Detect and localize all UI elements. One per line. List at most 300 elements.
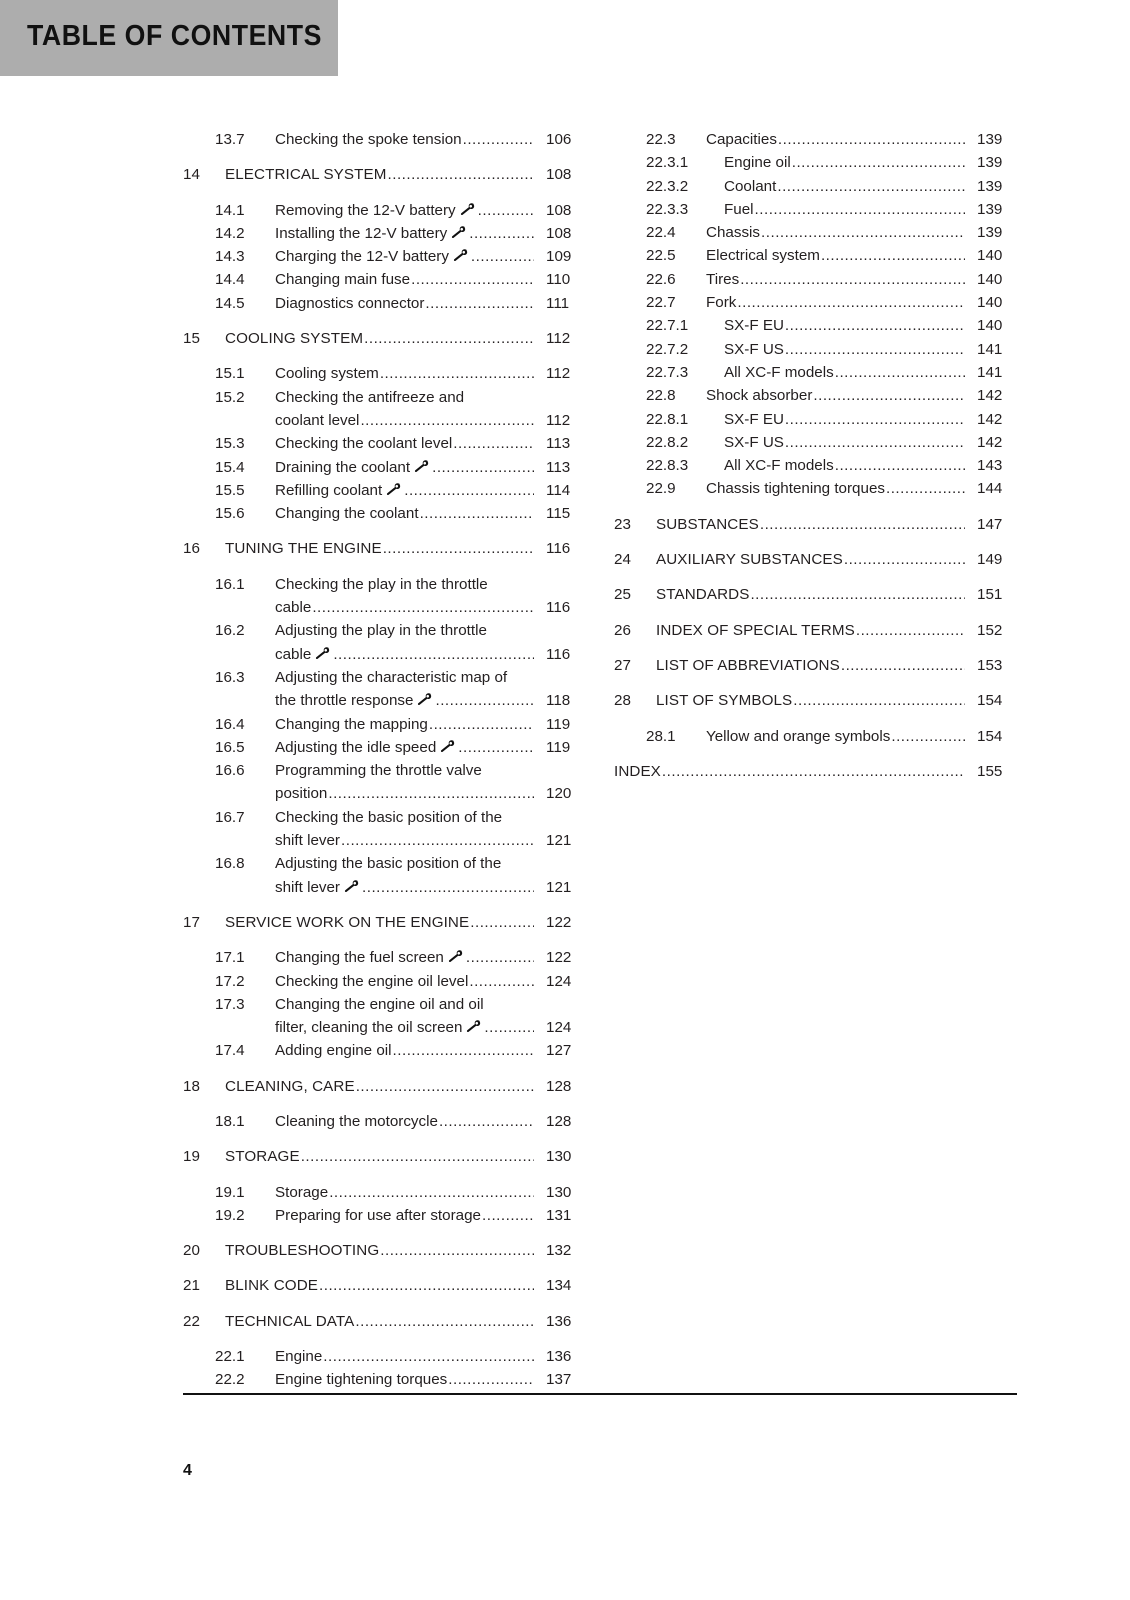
toc-entry-body <box>275 1345 586 1368</box>
toc-entry-title: Chassis <box>706 224 761 242</box>
toc-entry-number: 17 <box>183 913 200 931</box>
toc-entry-number: 22.8.3 <box>646 457 689 475</box>
toc-entry[interactable] <box>183 1181 586 1204</box>
toc-entry[interactable] <box>183 573 586 620</box>
toc-entry-title: Engine tightening torques <box>275 1371 448 1389</box>
toc-entry-title: Changing the mapping <box>275 715 428 733</box>
toc-entry-number: 28.1 <box>646 727 676 745</box>
toc-page-number: 140 <box>977 294 1003 312</box>
toc-entry-body <box>275 268 586 291</box>
toc-entry-body <box>275 759 586 806</box>
toc-dot-leader <box>380 1239 534 1262</box>
toc-entry-number: 22.7.3 <box>646 363 689 381</box>
toc-entry-title-cont: coolant level <box>275 411 360 429</box>
toc-entry-title: Storage <box>275 1183 329 1201</box>
toc-entry-title: CLEANING, CARE <box>225 1077 355 1095</box>
toc-entry-title: Adjusting the basic position of the <box>275 855 502 873</box>
toc-entry[interactable] <box>614 548 1017 571</box>
toc-dot-leader <box>785 408 965 431</box>
toc-page-number: 140 <box>977 247 1003 265</box>
toc-dot-leader <box>356 1075 534 1098</box>
toc-entry-body <box>706 221 1017 244</box>
toc-dot-leader <box>453 432 534 455</box>
toc-entry[interactable] <box>614 244 1017 267</box>
toc-dot-leader <box>420 502 534 525</box>
toc-entry-title: Adjusting the characteristic map of <box>275 668 508 686</box>
toc-entry[interactable] <box>183 1204 586 1227</box>
toc-entry-body <box>706 477 1017 500</box>
wrench-icon <box>386 483 401 496</box>
toc-entry[interactable] <box>183 386 586 433</box>
toc-page-number: 139 <box>977 224 1003 242</box>
toc-entry-body <box>724 361 1017 384</box>
toc-entry-title: Checking the play in the throttle <box>275 575 488 593</box>
toc-entry-body <box>724 198 1017 221</box>
toc-entry[interactable] <box>614 314 1017 337</box>
toc-dot-leader <box>301 1145 534 1168</box>
toc-entry[interactable] <box>183 1368 586 1391</box>
toc-entry-number: 16.7 <box>215 808 245 826</box>
toc-entry-body <box>656 654 1017 677</box>
toc-entry[interactable] <box>614 291 1017 314</box>
toc-entry-number: 22.3.1 <box>646 154 689 172</box>
toc-page-number: 137 <box>546 1371 572 1389</box>
toc-page-number: 140 <box>977 270 1003 288</box>
toc-entry[interactable] <box>183 268 586 291</box>
toc-entry-body <box>275 362 586 385</box>
toc-entry[interactable] <box>614 221 1017 244</box>
toc-entry-body <box>225 911 586 934</box>
toc-entry-number: 15.2 <box>215 388 245 406</box>
toc-entry-title: LIST OF SYMBOLS <box>656 692 793 710</box>
toc-entry-title: All XC-F models <box>724 457 834 475</box>
toc-page-number: 108 <box>546 201 572 219</box>
toc-entry-title: TECHNICAL DATA <box>225 1312 355 1330</box>
toc-page-number: 139 <box>977 154 1003 172</box>
toc-page-number: 141 <box>977 363 1003 381</box>
toc-entry[interactable] <box>614 654 1017 677</box>
wrench-icon <box>440 740 455 753</box>
toc-dot-leader <box>341 829 534 852</box>
toc-page-number: 122 <box>546 913 572 931</box>
toc-entry-body <box>275 1181 586 1204</box>
toc-entry-title: Changing main fuse <box>275 271 411 289</box>
toc-page-number: 128 <box>546 1077 572 1095</box>
toc-entry-body <box>275 1368 586 1391</box>
toc-page-number: 147 <box>977 515 1003 533</box>
toc-entry-body <box>656 583 1017 606</box>
toc-entry-title-cont: cable <box>275 645 312 663</box>
toc-entry-body <box>614 760 1017 783</box>
toc-entry[interactable] <box>183 970 586 993</box>
toc-entry-number: 15.4 <box>215 458 245 476</box>
toc-dot-leader <box>328 782 534 805</box>
toc-entry-title-cont: position <box>275 785 328 803</box>
page-title: TABLE OF CONTENTS <box>27 20 322 52</box>
toc-entry-title: Adjusting the play in the throttle <box>275 622 487 640</box>
toc-entry-body <box>275 1039 586 1062</box>
toc-entry-number: 18.1 <box>215 1112 245 1130</box>
toc-dot-leader <box>856 619 965 642</box>
toc-dot-leader <box>470 911 534 934</box>
toc-entry[interactable] <box>614 268 1017 291</box>
toc-dot-leader <box>484 1016 534 1039</box>
toc-entry[interactable] <box>183 911 586 934</box>
toc-entry-body <box>275 386 586 433</box>
toc-entry[interactable] <box>183 1145 586 1168</box>
toc-entry-body <box>275 128 586 151</box>
toc-entry-title: Preparing for use after storage <box>275 1206 481 1224</box>
toc-entry-number: 17.4 <box>215 1042 245 1060</box>
toc-entry-number: 14.2 <box>215 224 245 242</box>
toc-entry-number: 14.4 <box>215 271 245 289</box>
toc-entry-body <box>225 327 586 350</box>
toc-entry-title-cont: the throttle response <box>275 692 414 710</box>
toc-entry[interactable] <box>614 431 1017 454</box>
toc-entry-title: Capacities <box>706 131 777 148</box>
toc-entry-number: 14.1 <box>215 201 245 219</box>
toc-entry-title: Cleaning the motorcycle <box>275 1112 438 1130</box>
toc-entry-title: Chassis tightening torques <box>706 480 885 498</box>
toc-entry-title: SX-F US <box>724 433 784 451</box>
toc-entry-body <box>724 454 1017 477</box>
toc-dot-leader <box>482 1204 534 1227</box>
toc-dot-leader <box>813 384 965 407</box>
toc-entry-title: Cooling system <box>275 365 379 383</box>
toc-page-number: 109 <box>546 248 572 266</box>
toc-entry[interactable] <box>614 151 1017 174</box>
toc-entry[interactable] <box>183 806 586 853</box>
toc-entry-title: Adding engine oil <box>275 1042 392 1060</box>
toc-page-number: 130 <box>546 1183 572 1201</box>
toc-entry-title: Checking the antifreeze and <box>275 388 465 406</box>
toc-entry[interactable] <box>183 759 586 806</box>
toc-entry-number: 22.7 <box>646 294 676 312</box>
toc-entry-title: SX-F EU <box>724 317 784 335</box>
toc-dot-leader <box>740 268 965 291</box>
wrench-icon <box>453 249 468 262</box>
toc-dot-leader <box>785 338 965 361</box>
toc-entry[interactable] <box>183 199 586 222</box>
toc-entry-number: 22.2 <box>215 1371 245 1389</box>
toc-entry-title: STORAGE <box>225 1148 300 1166</box>
toc-page-number: 113 <box>546 458 571 476</box>
toc-entry[interactable] <box>614 477 1017 500</box>
toc-entry-body <box>275 806 586 853</box>
toc-entry-number: 22.7.1 <box>646 317 689 335</box>
toc-entry-body <box>275 852 586 899</box>
toc-column-left <box>183 128 586 1392</box>
toc-entry-body <box>275 666 586 713</box>
toc-page-number: 122 <box>546 949 572 967</box>
toc-entry-title: Refilling coolant <box>275 481 383 499</box>
toc-entry-title: Fork <box>706 294 737 312</box>
toc-entry-title: INDEX <box>614 762 661 780</box>
toc-entry[interactable] <box>183 1274 586 1297</box>
toc-dot-leader <box>821 244 965 267</box>
toc-dot-leader <box>393 1039 534 1062</box>
toc-entry-body <box>706 725 1017 748</box>
toc-entry-title: Changing the engine oil and oil <box>275 995 484 1013</box>
toc-entry-number: 19 <box>183 1148 200 1166</box>
toc-page-number: 128 <box>546 1112 572 1130</box>
wrench-icon <box>448 950 463 963</box>
toc-entry-body <box>724 175 1017 198</box>
toc-dot-leader <box>425 292 534 315</box>
toc-dot-leader <box>355 1310 534 1333</box>
toc-page-number: 134 <box>546 1277 572 1295</box>
toc-entry-body <box>275 619 586 666</box>
toc-entry-body <box>275 970 586 993</box>
toc-dot-leader <box>448 1368 534 1391</box>
toc-entry-number: 21 <box>183 1277 200 1295</box>
toc-entry-title: SX-F US <box>724 340 784 358</box>
toc-entry-body <box>225 537 586 560</box>
toc-entry[interactable] <box>614 725 1017 748</box>
toc-dot-leader <box>362 876 534 899</box>
toc-entry-number: 13.7 <box>215 131 245 148</box>
toc-page-number: 153 <box>977 656 1003 674</box>
toc-entry-title: Changing the fuel screen <box>275 949 444 967</box>
toc-entry[interactable] <box>614 454 1017 477</box>
toc-entry[interactable] <box>183 292 586 315</box>
wrench-icon <box>414 460 429 473</box>
toc-entry-body <box>225 1145 586 1168</box>
toc-page-number: 144 <box>977 480 1003 498</box>
toc-entry-body <box>706 291 1017 314</box>
toc-dot-leader <box>844 548 965 571</box>
toc-page-number: 119 <box>546 738 571 756</box>
toc-entry-number: 14.5 <box>215 294 245 312</box>
toc-entry-title: Checking the coolant level <box>275 435 453 453</box>
toc-dot-leader <box>364 327 534 350</box>
toc-entry-body <box>724 338 1017 361</box>
toc-entry-number: 22.3.2 <box>646 177 689 195</box>
toc-entry-body <box>225 163 586 186</box>
toc-entry[interactable] <box>183 1075 586 1098</box>
toc-entry-body <box>706 268 1017 291</box>
toc-entry[interactable] <box>614 361 1017 384</box>
toc-entry-number: 14.3 <box>215 248 245 266</box>
toc-dot-leader <box>388 163 535 186</box>
wrench-icon <box>315 647 330 660</box>
toc-entry[interactable] <box>183 619 586 666</box>
toc-entry-title: Changing the coolant <box>275 505 419 523</box>
toc-entry-number: 15.5 <box>215 481 245 499</box>
toc-entry-number: 17.3 <box>215 995 245 1013</box>
toc-entry-body <box>275 222 586 245</box>
toc-page-number: 139 <box>977 131 1003 148</box>
toc-entry-number: 16.2 <box>215 622 245 640</box>
toc-column-right <box>614 128 1017 783</box>
toc-entry[interactable] <box>183 666 586 713</box>
toc-page-number: 124 <box>546 1019 572 1037</box>
toc-entry-body <box>656 513 1017 536</box>
toc-page-number: 143 <box>977 457 1003 475</box>
toc-entry-body <box>225 1239 586 1262</box>
toc-entry-number: 22.3.3 <box>646 200 689 218</box>
toc-entry-title: All XC-F models <box>724 363 834 381</box>
toc-entry[interactable] <box>183 327 586 350</box>
toc-page-number: 120 <box>546 785 572 803</box>
toc-page-number: 139 <box>977 177 1003 195</box>
toc-entry[interactable] <box>614 128 1017 151</box>
toc-entry[interactable] <box>183 713 586 736</box>
toc-page-number: 130 <box>546 1148 572 1166</box>
toc-entry[interactable] <box>614 760 1017 783</box>
toc-entry-number: 22.9 <box>646 480 676 498</box>
toc-page-number: 121 <box>546 878 572 896</box>
toc-entry[interactable] <box>183 946 586 969</box>
toc-page-number: 142 <box>977 387 1003 405</box>
toc-entry-title-cont: filter, cleaning the oil screen <box>275 1019 463 1037</box>
toc-entry-title: TROUBLESHOOTING <box>225 1242 380 1260</box>
toc-dot-leader <box>755 198 965 221</box>
wrench-icon <box>466 1020 481 1033</box>
toc-entry-body <box>275 736 586 759</box>
toc-entry[interactable] <box>183 1345 586 1368</box>
toc-entry-title-cont: cable <box>275 599 312 617</box>
toc-entry-number: 26 <box>614 621 631 639</box>
toc-entry-body <box>724 151 1017 174</box>
toc-entry-number: 19.1 <box>215 1183 245 1201</box>
toc-page-number: 108 <box>546 224 572 242</box>
toc-entry-body <box>225 1310 586 1333</box>
toc-entry-body <box>656 619 1017 642</box>
toc-entry-body <box>275 479 586 502</box>
toc-page-number: 155 <box>977 762 1003 780</box>
toc-page-number: 111 <box>546 294 570 312</box>
toc-dot-leader <box>478 199 534 222</box>
toc-entry-number: 22.1 <box>215 1348 245 1366</box>
toc-entry[interactable] <box>614 513 1017 536</box>
toc-dot-leader <box>469 222 534 245</box>
toc-entry-body <box>656 548 1017 571</box>
toc-page-number: 112 <box>546 330 571 348</box>
toc-entry-body <box>275 1204 586 1227</box>
toc-entry-title: LIST OF ABBREVIATIONS <box>656 656 840 674</box>
toc-entry-body <box>275 713 586 736</box>
toc-entry-number: 22.5 <box>646 247 676 265</box>
toc-entry[interactable] <box>183 537 586 560</box>
toc-entry[interactable] <box>614 583 1017 606</box>
toc-entry[interactable] <box>614 689 1017 712</box>
toc-entry[interactable] <box>183 852 586 899</box>
toc-entry[interactable] <box>614 619 1017 642</box>
toc-entry[interactable] <box>183 479 586 502</box>
toc-entry[interactable] <box>183 245 586 268</box>
toc-dot-leader <box>411 268 534 291</box>
toc-entry-title: Programming the throttle valve <box>275 762 482 780</box>
wrench-icon <box>417 693 432 706</box>
toc-entry-body <box>225 1274 586 1297</box>
toc-entry-title: Checking the engine oil level <box>275 972 469 990</box>
toc-page-number: 106 <box>546 131 572 148</box>
toc-page-number: 112 <box>546 411 571 429</box>
toc-dot-leader <box>891 725 965 748</box>
toc-entry[interactable] <box>614 338 1017 361</box>
toc-entry[interactable] <box>183 502 586 525</box>
toc-dot-leader <box>429 713 534 736</box>
toc-entry-number: 22.8.2 <box>646 433 689 451</box>
toc-entry-title: Charging the 12-V battery <box>275 248 449 266</box>
toc-entry[interactable] <box>614 175 1017 198</box>
toc-dot-leader <box>432 456 534 479</box>
toc-entry[interactable] <box>614 198 1017 221</box>
toc-entry-number: 22.8 <box>646 387 676 405</box>
toc-entry-body <box>275 993 586 1040</box>
toc-entry-title: Installing the 12-V battery <box>275 224 448 242</box>
toc-entry[interactable] <box>183 1110 586 1133</box>
toc-entry-title: Checking the spoke tension <box>275 131 462 148</box>
toc-entry[interactable] <box>183 432 586 455</box>
toc-page-number: 116 <box>546 645 571 663</box>
toc-dot-leader <box>329 1181 534 1204</box>
toc-dot-leader <box>785 431 965 454</box>
toc-entry-number: 19.2 <box>215 1206 245 1224</box>
toc-entry-title: SUBSTANCES <box>656 515 759 533</box>
toc-entry-number: 22 <box>183 1312 200 1330</box>
toc-entry[interactable] <box>183 128 586 151</box>
toc-dot-leader <box>466 946 534 969</box>
toc-entry-body <box>275 502 586 525</box>
toc-dot-leader <box>662 760 965 783</box>
toc-entry-number: 16 <box>183 540 200 558</box>
toc-entry-title: Electrical system <box>706 247 820 265</box>
toc-entry-body <box>724 314 1017 337</box>
toc-entry[interactable] <box>183 1310 586 1333</box>
toc-page-number: 149 <box>977 551 1003 569</box>
toc-entry[interactable] <box>614 408 1017 431</box>
toc-entry-number: 28 <box>614 692 631 710</box>
toc-entry-number: 22.6 <box>646 270 676 288</box>
toc-entry-body <box>706 384 1017 407</box>
toc-entry[interactable] <box>183 1039 586 1062</box>
toc-entry-title: Removing the 12-V battery <box>275 201 456 219</box>
toc-page-number: 136 <box>546 1312 572 1330</box>
toc-entry-title-cont: shift lever <box>275 832 340 850</box>
toc-dot-leader <box>841 654 965 677</box>
toc-entry-number: 16.4 <box>215 715 245 733</box>
toc-page-number: 116 <box>546 599 571 617</box>
toc-entry[interactable] <box>183 456 586 479</box>
toc-entry-number: 16.6 <box>215 762 245 780</box>
toc-page-number: 154 <box>977 692 1003 710</box>
toc-entry[interactable] <box>614 384 1017 407</box>
toc-dot-leader <box>793 689 965 712</box>
toc-entry-body <box>275 946 586 969</box>
toc-dot-leader <box>323 1345 534 1368</box>
toc-entry[interactable] <box>183 222 586 245</box>
toc-entry-number: 25 <box>614 586 631 604</box>
toc-entry-body <box>656 689 1017 712</box>
toc-entry-number: 22.8.1 <box>646 410 689 428</box>
toc-dot-leader <box>458 736 534 759</box>
toc-entry[interactable] <box>183 993 586 1040</box>
toc-entry-title: Draining the coolant <box>275 458 411 476</box>
toc-entry-body <box>275 432 586 455</box>
toc-entry[interactable] <box>183 163 586 186</box>
toc-dot-leader <box>439 1110 534 1133</box>
toc-entry-number: 18 <box>183 1077 200 1095</box>
toc-entry[interactable] <box>183 1239 586 1262</box>
toc-entry-title: Diagnostics connector <box>275 294 425 312</box>
toc-entry-body <box>275 573 586 620</box>
toc-entry-body <box>724 431 1017 454</box>
toc-entry-title: Shock absorber <box>706 387 813 405</box>
toc-entry[interactable] <box>183 736 586 759</box>
toc-entry[interactable] <box>183 362 586 385</box>
